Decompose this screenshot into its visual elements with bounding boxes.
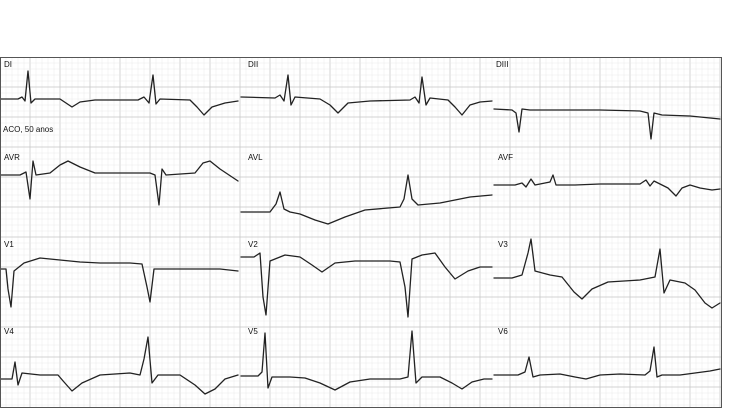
- lead-label-avf: AVF: [498, 153, 513, 162]
- lead-label-v1: V1: [4, 240, 14, 249]
- lead-label-avl: AVL: [248, 153, 263, 162]
- lead-label-v2: V2: [248, 240, 258, 249]
- lead-label-di: DI: [4, 60, 12, 69]
- lead-label-v4: V4: [4, 327, 14, 336]
- lead-label-dii: DII: [248, 60, 259, 69]
- patient-label: ACO, 50 anos: [3, 125, 54, 134]
- lead-label-v5: V5: [248, 327, 258, 336]
- lead-label-avr: AVR: [4, 153, 20, 162]
- lead-label-v6: V6: [498, 327, 508, 336]
- lead-label-v3: V3: [498, 240, 508, 249]
- lead-label-diii: DIII: [496, 60, 509, 69]
- ecg-sheet: [0, 57, 733, 409]
- paper-background: [0, 57, 733, 409]
